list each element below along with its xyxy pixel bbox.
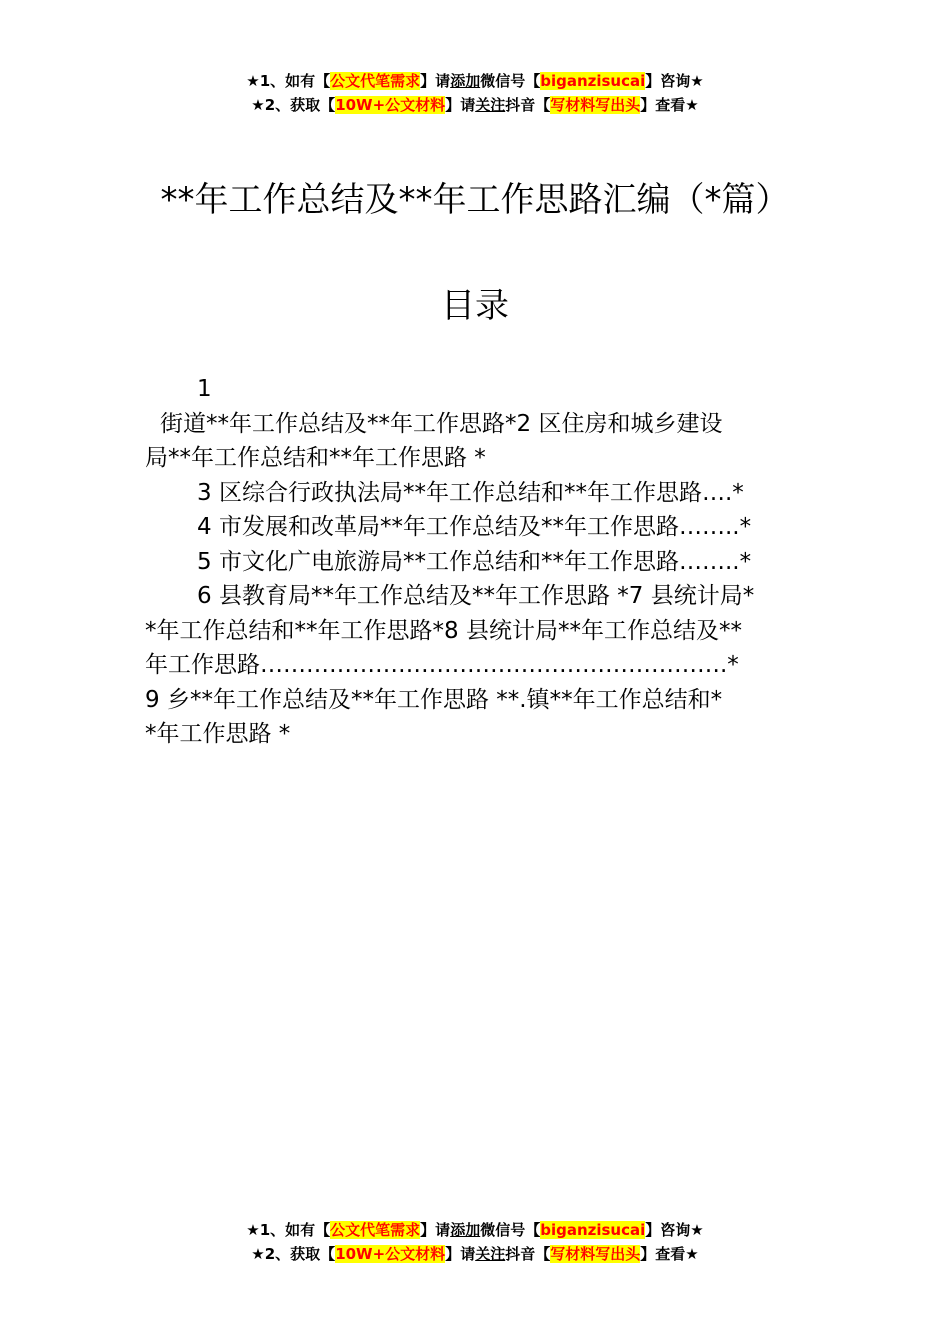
toc-line: 5 市文化广电旅游局**工作总结和**年工作思路……..*	[197, 548, 752, 575]
toc-line: 4 市发展和改革局**年工作总结及**年工作思路……..*	[197, 514, 752, 540]
toc-line: 6 县教育局**年工作总结及**年工作思路 *7 县统计局*	[197, 583, 755, 609]
toc-heading: 目录	[441, 286, 509, 326]
banner-text: ★2、获取【	[251, 1245, 336, 1263]
banner-highlight: biganzisucai	[540, 72, 646, 90]
toc-line: 街道**年工作总结及**年工作思路*2 区住房和城乡建设	[160, 410, 723, 437]
banner-emphasis: 关注	[475, 96, 506, 114]
footer-banner	[0, 1218, 950, 1266]
banner-highlight: 10W+公文材料	[335, 96, 446, 114]
toc-line: 3 区综合行政执法局**年工作总结和**年工作思路….*	[197, 479, 744, 506]
toc-line: *年工作总结和**年工作思路*8 县统计局**年工作总结及**	[145, 617, 742, 644]
banner-highlight: 写材料写出头	[550, 96, 641, 114]
toc-line: 年工作思路…………………………………………………….*	[145, 652, 739, 678]
banner-text: 】请	[445, 1245, 476, 1263]
banner-highlight: 写材料写出头	[550, 1245, 641, 1263]
banner-text: 】请	[420, 72, 451, 90]
banner-text: 抖音【	[505, 96, 551, 114]
banner-emphasis: 添加	[450, 1221, 481, 1239]
banner-line-1	[0, 69, 950, 93]
banner-text: 】查看★	[640, 1245, 699, 1263]
banner-text: 】请	[445, 96, 476, 114]
banner-text: ★1、如有【	[246, 72, 331, 90]
banner-highlight: 公文代笔需求	[330, 72, 421, 90]
banner-text: ★1、如有【	[246, 1221, 331, 1239]
banner-highlight: biganzisucai	[540, 1221, 646, 1239]
banner-line-2	[0, 93, 950, 117]
banner-text: ★2、获取【	[251, 96, 336, 114]
banner-text: 】咨询★	[645, 1221, 704, 1239]
banner-text: 抖音【	[505, 1245, 551, 1263]
banner-text: 】咨询★	[645, 72, 704, 90]
banner-text: 微信号【	[480, 72, 541, 90]
document-title: **年工作总结及**年工作思路汇编（*篇）	[160, 180, 790, 220]
banner-text: 】请	[420, 1221, 451, 1239]
table-of-contents	[145, 372, 807, 752]
banner-text: 微信号【	[480, 1221, 541, 1239]
banner-line-1	[0, 1218, 950, 1242]
banner-highlight: 公文代笔需求	[330, 1221, 421, 1239]
toc-line: *年工作思路 *	[145, 721, 291, 747]
toc-line: 9 乡**年工作总结及**年工作思路 **.镇**年工作总结和*	[145, 686, 723, 713]
banner-emphasis: 关注	[475, 1245, 506, 1263]
toc-line: 局**年工作总结和**年工作思路 *	[145, 445, 486, 471]
banner-line-2	[0, 1242, 950, 1266]
banner-text: 】查看★	[640, 96, 699, 114]
toc-line: 1	[197, 376, 212, 402]
banner-highlight: 10W+公文材料	[335, 1245, 446, 1263]
banner-emphasis: 添加	[450, 72, 481, 90]
header-banner	[0, 69, 950, 117]
